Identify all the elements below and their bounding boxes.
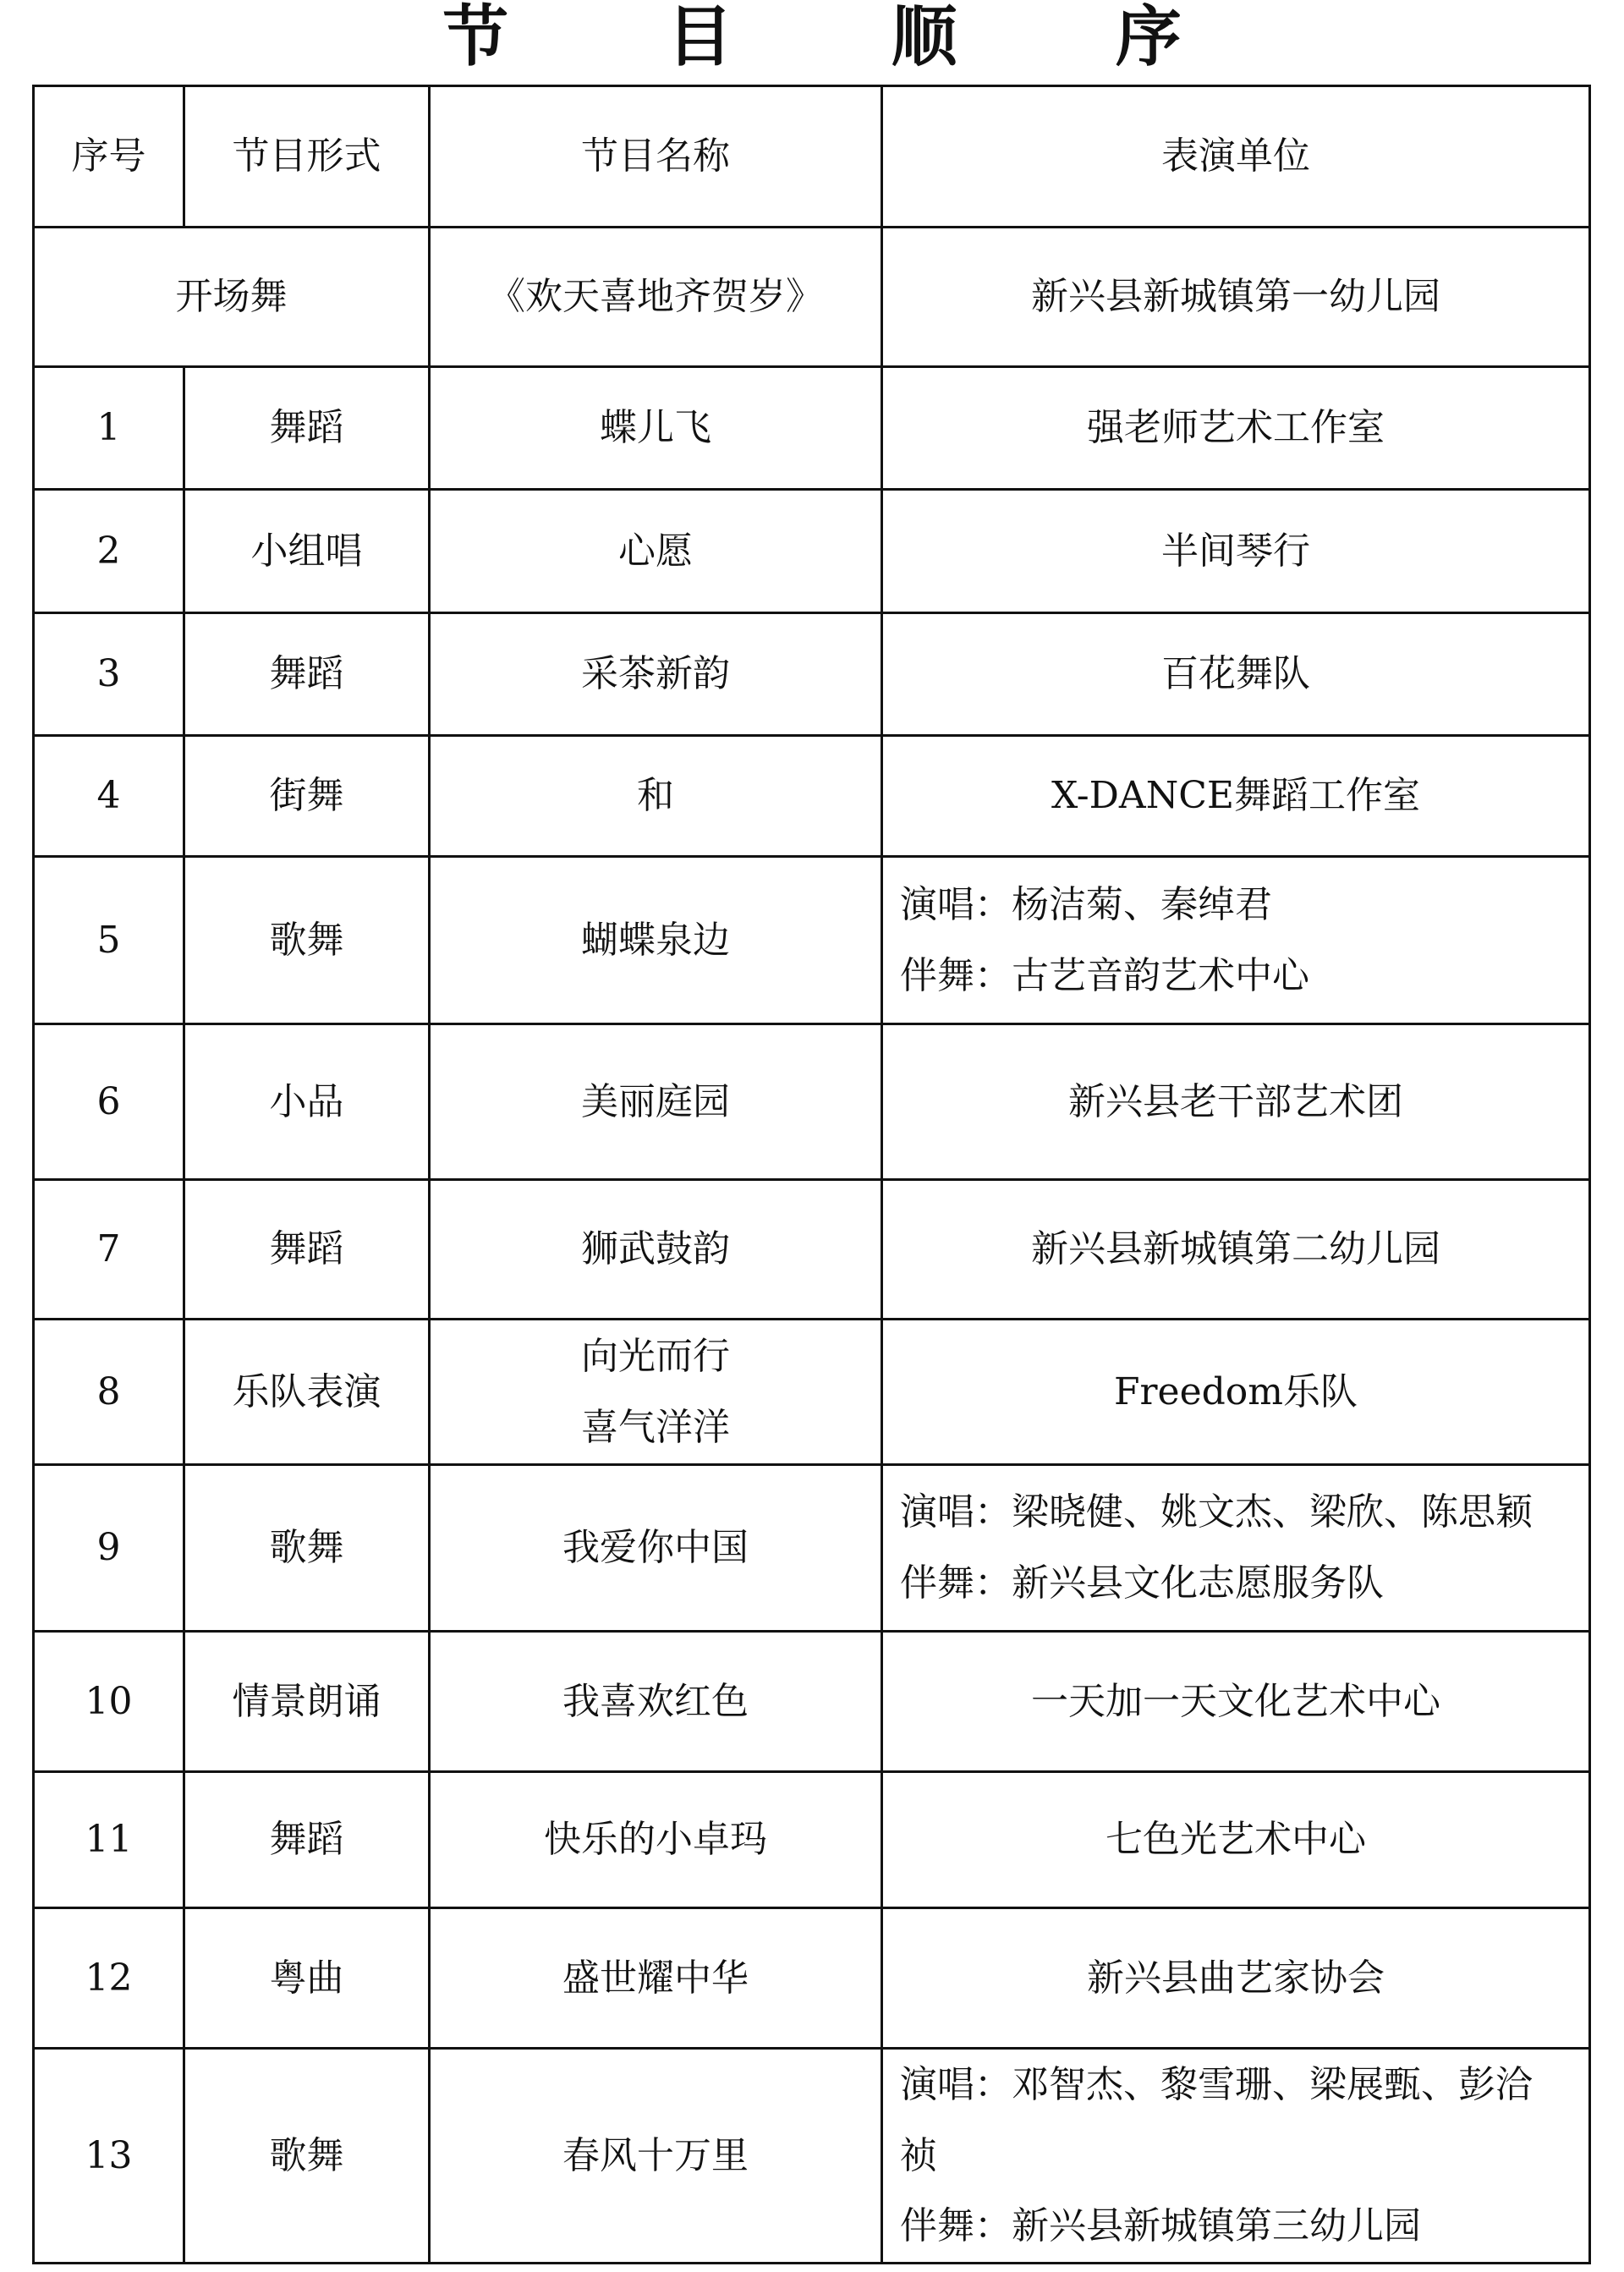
program-row <box>34 490 1590 613</box>
program-table-body <box>34 86 1590 2264</box>
program-row <box>34 1632 1590 1772</box>
row-unit <box>882 1024 1590 1180</box>
row-form: 歌舞 <box>184 1465 430 1632</box>
row-number: 10 <box>34 1632 184 1772</box>
row-unit-line: 七色光艺术中心 <box>1106 1818 1366 1862</box>
row-unit <box>882 367 1590 490</box>
row-unit-line: 百花舞队 <box>1161 652 1310 696</box>
row-unit <box>882 613 1590 736</box>
row-form: 情景朗诵 <box>184 1632 430 1772</box>
row-unit <box>882 490 1590 613</box>
row-name <box>430 736 882 857</box>
row-name-line: 美丽庭园 <box>581 1079 730 1123</box>
row-name-line: 蝴蝶泉边 <box>581 918 730 962</box>
program-row <box>34 2049 1590 2264</box>
row-number: 6 <box>34 1024 184 1180</box>
row-unit <box>882 857 1590 1024</box>
program-row <box>34 857 1590 1024</box>
row-name-line: 春风十万里 <box>562 2133 749 2177</box>
row-unit <box>882 1632 1590 1772</box>
program-table <box>32 85 1591 2264</box>
row-unit-line: 伴舞：古艺音韵艺术中心 <box>900 953 1309 997</box>
row-form: 小品 <box>184 1024 430 1180</box>
row-unit <box>882 2049 1590 2264</box>
row-form: 乐队表演 <box>184 1320 430 1465</box>
program-row <box>34 1908 1590 2049</box>
row-name <box>430 1772 882 1908</box>
row-number: 13 <box>34 2049 184 2264</box>
row-name-line: 我喜欢红色 <box>562 1679 749 1723</box>
row-form: 舞蹈 <box>184 613 430 736</box>
row-unit <box>882 1320 1590 1465</box>
row-unit <box>882 1180 1590 1320</box>
header-no: 序号 <box>34 86 184 228</box>
header-row <box>34 86 1590 228</box>
row-form: 舞蹈 <box>184 1180 430 1320</box>
row-form: 歌舞 <box>184 2049 430 2264</box>
header-unit: 表演单位 <box>882 86 1590 228</box>
row-number: 1 <box>34 367 184 490</box>
opening-row <box>34 228 1590 367</box>
opening-name: 《欢天喜地齐贺岁》 <box>430 228 882 367</box>
opening-unit: 新兴县新城镇第一幼儿园 <box>882 228 1590 367</box>
row-unit-line: 强老师艺术工作室 <box>1087 406 1385 450</box>
row-form: 粤曲 <box>184 1908 430 2049</box>
row-name-line: 和 <box>637 774 674 818</box>
program-row <box>34 736 1590 857</box>
row-number: 5 <box>34 857 184 1024</box>
row-form: 街舞 <box>184 736 430 857</box>
row-number: 2 <box>34 490 184 613</box>
header-name: 节目名称 <box>430 86 882 228</box>
program-row <box>34 1180 1590 1320</box>
row-form: 歌舞 <box>184 857 430 1024</box>
row-form: 小组唱 <box>184 490 430 613</box>
row-unit-line: 新兴县老干部艺术团 <box>1068 1079 1403 1123</box>
row-number: 4 <box>34 736 184 857</box>
header-form: 节目形式 <box>184 86 430 228</box>
row-number: 3 <box>34 613 184 736</box>
row-unit-line: 新兴县新城镇第二幼儿园 <box>1031 1227 1440 1271</box>
row-name <box>430 1632 882 1772</box>
row-name <box>430 613 882 736</box>
program-row <box>34 367 1590 490</box>
row-name-line: 我爱你中国 <box>562 1526 749 1570</box>
row-name <box>430 1465 882 1632</box>
row-unit-line: Freedom乐队 <box>1113 1369 1358 1413</box>
row-unit-line: 伴舞：新兴县文化志愿服务队 <box>900 1561 1384 1605</box>
page-title: 节 目 顺 序 <box>442 0 1249 75</box>
row-unit-line: 演唱：梁晓健、姚文杰、梁欣、陈思颖 <box>900 1490 1533 1534</box>
row-name <box>430 367 882 490</box>
row-name <box>430 857 882 1024</box>
program-row <box>34 1024 1590 1180</box>
row-name-line: 向光而行 <box>581 1334 730 1378</box>
row-name-line: 蝶儿飞 <box>600 406 711 450</box>
row-unit-line: 新兴县曲艺家协会 <box>1087 1956 1385 2000</box>
row-unit-line: 半间琴行 <box>1161 529 1310 573</box>
row-name <box>430 1180 882 1320</box>
row-name-line: 盛世耀中华 <box>562 1956 749 2000</box>
row-name <box>430 1320 882 1465</box>
row-number: 12 <box>34 1908 184 2049</box>
row-number: 8 <box>34 1320 184 1465</box>
row-unit <box>882 1465 1590 1632</box>
row-form: 舞蹈 <box>184 1772 430 1908</box>
row-unit-line: 演唱：邓智杰、黎雪珊、梁展甄、彭洽 <box>900 2063 1533 2106</box>
row-name-line: 采茶新韵 <box>581 652 730 696</box>
row-form: 舞蹈 <box>184 367 430 490</box>
row-number: 11 <box>34 1772 184 1908</box>
row-unit <box>882 1908 1590 2049</box>
row-name-line: 狮武鼓韵 <box>581 1227 730 1271</box>
row-name <box>430 490 882 613</box>
row-name-line: 心愿 <box>618 529 693 573</box>
row-unit-line: 伴舞：新兴县新城镇第三幼儿园 <box>900 2204 1421 2248</box>
row-name <box>430 1908 882 2049</box>
program-row <box>34 1465 1590 1632</box>
row-name <box>430 2049 882 2264</box>
row-unit-line: 一天加一天文化艺术中心 <box>1031 1679 1440 1723</box>
program-row <box>34 1772 1590 1908</box>
row-unit <box>882 1772 1590 1908</box>
row-unit-line: 祯 <box>900 2133 937 2177</box>
row-number: 9 <box>34 1465 184 1632</box>
row-unit <box>882 736 1590 857</box>
row-name-line: 快乐的小卓玛 <box>544 1818 767 1862</box>
row-unit-line: X-DANCE舞蹈工作室 <box>1051 774 1420 818</box>
row-name-line: 喜气洋洋 <box>581 1405 730 1449</box>
row-name <box>430 1024 882 1180</box>
program-row <box>34 1320 1590 1465</box>
program-row <box>34 613 1590 736</box>
row-number: 7 <box>34 1180 184 1320</box>
opening-form: 开场舞 <box>34 228 430 367</box>
row-unit-line: 演唱：杨洁菊、秦绰君 <box>900 882 1272 926</box>
